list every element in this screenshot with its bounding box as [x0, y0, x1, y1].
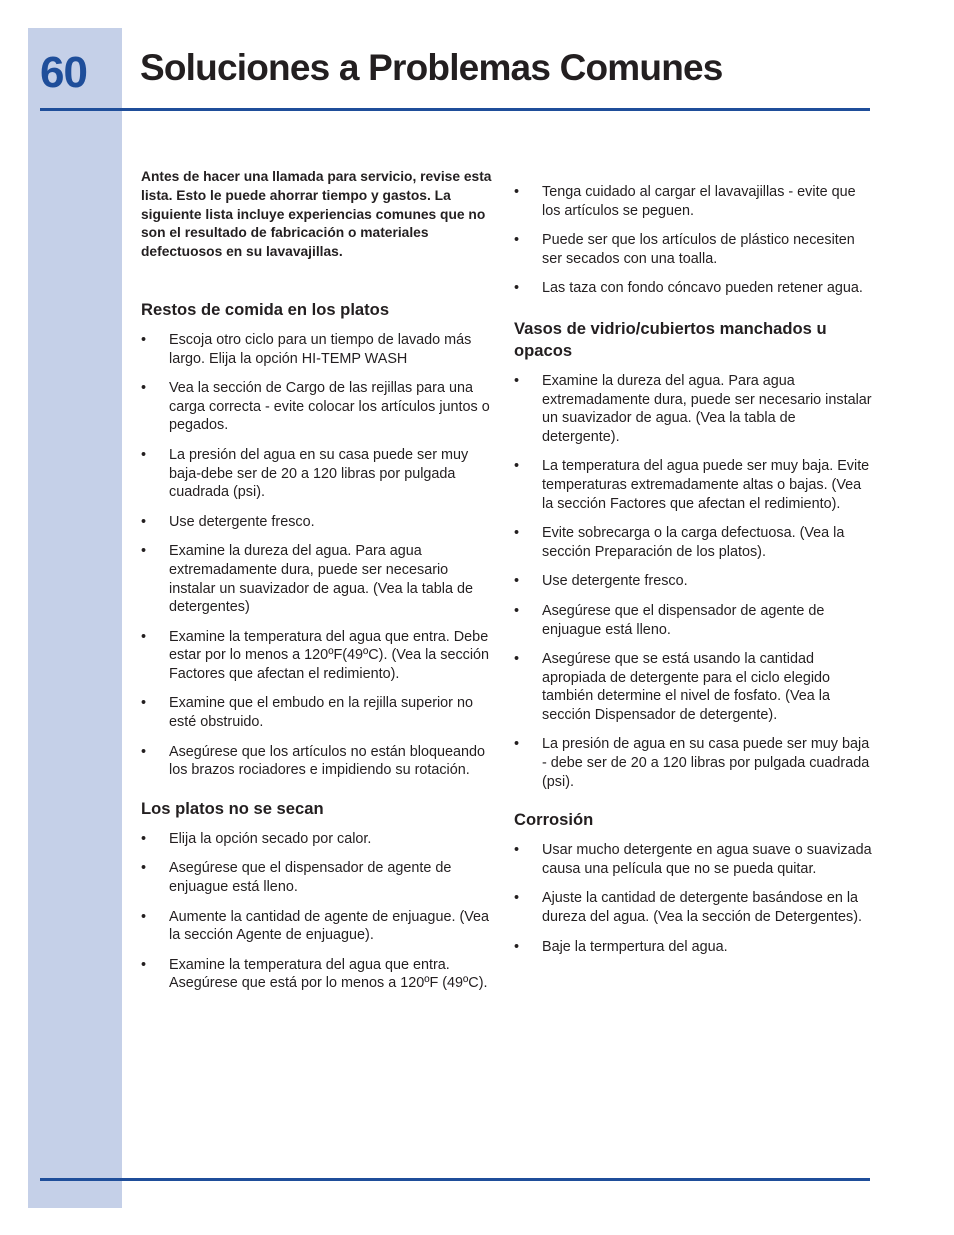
list-item: • Vea la sección de Cargo de las rejillas para una carga correcta - evite colocar los artículos juntos o pegados.: [141, 379, 496, 435]
section-heading: Vasos de vidrio/cubiertos manchados u opacos: [514, 318, 827, 360]
list-item: • La temperatura del agua puede ser muy baja. Evite temperaturas extremadamente altas o bajas. (Vea la sección Factores que afectan el redimiento).: [514, 457, 874, 513]
bullet-list: [141, 830, 496, 993]
section-corrosion: [514, 809, 874, 956]
list-item: • Puede ser que los artículos de plástico necesiten ser secados con una toalla.: [514, 231, 874, 268]
list-item: • Asegúrese que el dispensador de agente de enjuague está lleno.: [514, 602, 874, 639]
list-item: • La presión del agua en su casa puede ser muy baja-debe ser de 20 a 120 libras por pulgada cuadrada (psi).: [141, 446, 496, 502]
section-food-residue: [141, 299, 496, 780]
list-item: • Evite sobrecarga o la carga defectuosa. (Vea la sección Preparación de los platos).: [514, 524, 874, 561]
bullet-list: [514, 841, 874, 956]
list-item: • Examine la dureza del agua. Para agua extremadamente dura, puede ser necesario instalar un suavizador de agua. (Vea la tabla de detergentes): [141, 542, 496, 616]
footer-rule: [40, 1178, 870, 1181]
section-heading: Los platos no se secan: [141, 798, 324, 818]
section-dishes-not-dry: [141, 798, 496, 993]
list-item: • Asegúrese que el dispensador de agente de enjuague está lleno.: [141, 859, 496, 896]
section-glass-spots: [514, 318, 874, 791]
list-item: • Examine la temperatura del agua que entra. Asegúrese que está por lo menos a 120ºF (49ºC).: [141, 956, 496, 993]
section-heading: Restos de comida en los platos: [141, 299, 390, 319]
intro-paragraph: Antes de hacer una llamada para servicio, revise esta lista. Esto le puede ahorrar tiempo y gastos. La siguiente lista incluye experiencias comunes que no son el resultado de fabricación o materiales defectuosos en su lavavajillas.: [141, 169, 492, 260]
list-item: • Baje la termpertura del agua.: [514, 938, 874, 957]
bullet-list: [141, 331, 496, 780]
list-item: • Examine la temperatura del agua que entra. Debe estar por lo menos a 120ºF(49ºC). (Vea la sección Factores que afectan el redimiento).: [141, 628, 496, 684]
list-item: • Escoja otro ciclo para un tiempo de lavado más largo. Elija la opción HI-TEMP WASH: [141, 331, 496, 368]
left-column: [141, 168, 496, 1011]
list-item: • Examine la dureza del agua. Para agua extremadamente dura, puede ser necesario instalar un suavizador de agua. (Vea la tabla de detergente).: [514, 372, 874, 446]
list-item: • Elija la opción secado por calor.: [141, 830, 496, 849]
list-item: • Aumente la cantidad de agente de enjuague. (Vea la sección Agente de enjuague).: [141, 908, 496, 945]
list-item: • Asegúrese que los artículos no están bloqueando los brazos rociadores e impidiendo su rotación.: [141, 743, 496, 780]
list-item: • Usar mucho detergente en agua suave o suavizada causa una película que no se pueda quitar.: [514, 841, 874, 878]
right-column: [514, 183, 874, 974]
list-item: • Ajuste la cantidad de detergente basándose en la dureza del agua. (Vea la sección de Detergentes).: [514, 889, 874, 926]
list-item: • La presión de agua en su casa puede ser muy baja - debe ser de 20 a 120 libras por pulgada cuadrada (psi).: [514, 735, 874, 791]
bullet-list: [514, 372, 874, 791]
list-item: • Use detergente fresco.: [514, 572, 874, 591]
page-title: Soluciones a Problemas Comunes: [140, 47, 723, 88]
list-item: • Use detergente fresco.: [141, 513, 496, 532]
section-heading: Corrosión: [514, 810, 594, 830]
list-item: • Asegúrese que se está usando la cantidad apropiada de detergente para el ciclo elegido también determine el nivel de fosfato. (Vea la sección Dispensador de detergente).: [514, 650, 874, 724]
header-rule: [40, 108, 870, 111]
list-item: • Las taza con fondo cóncavo pueden retener agua.: [514, 279, 874, 298]
side-band: [28, 28, 122, 1208]
list-item: • Examine que el embudo en la rejilla superior no esté obstruido.: [141, 694, 496, 731]
continued-bullet-list: [514, 183, 874, 298]
page-number: 60: [40, 48, 87, 97]
list-item: • Tenga cuidado al cargar el lavavajillas - evite que los artículos se peguen.: [514, 183, 874, 220]
